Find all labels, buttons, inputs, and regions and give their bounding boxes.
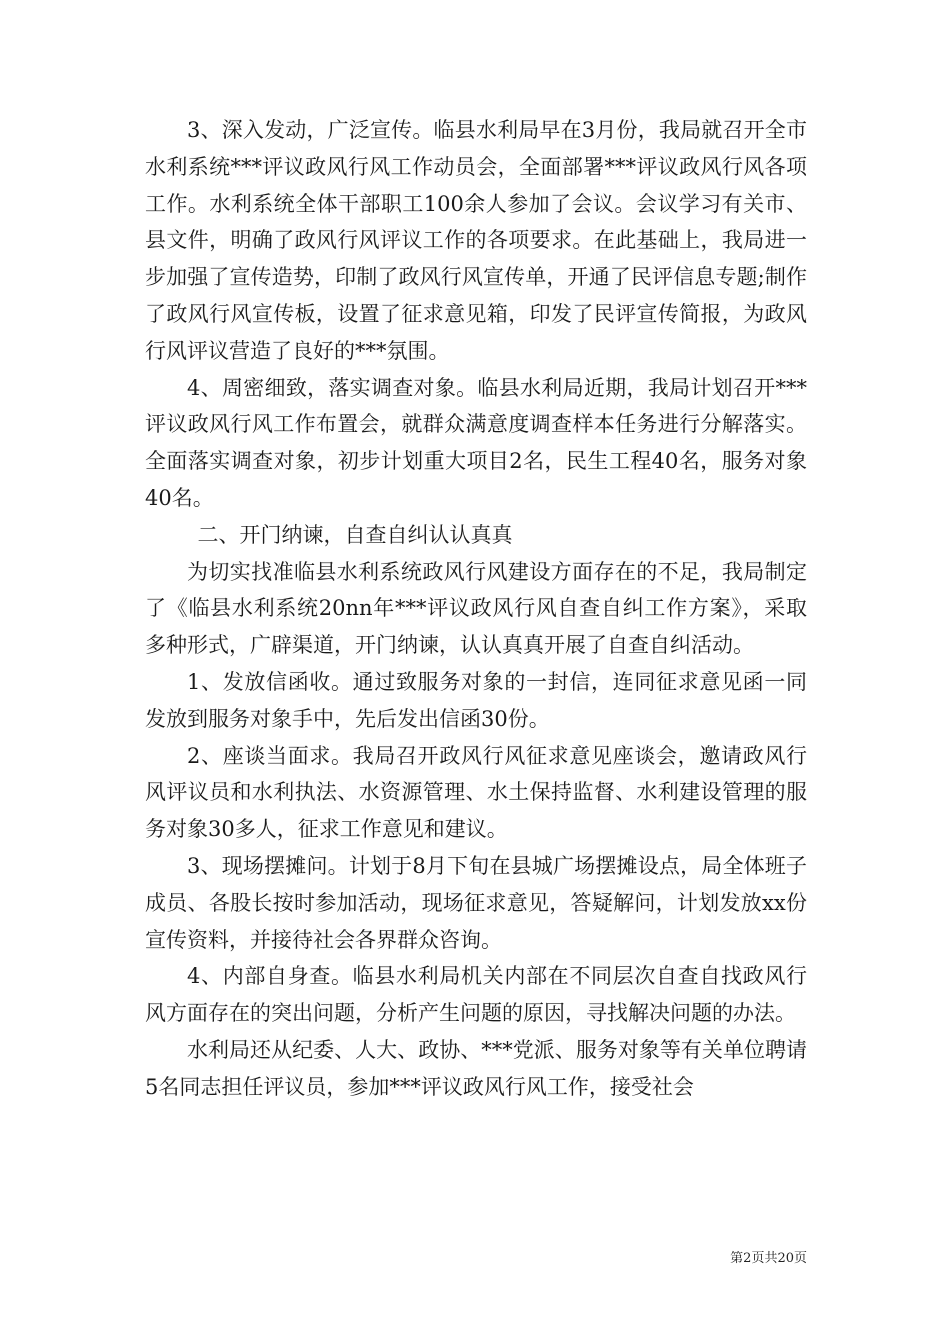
document-body xyxy=(145,112,807,1106)
paragraph-item-4-survey: 4、周密细致，落实调查对象。临县水利局近期，我局计划召开***评议政风行风工作布置会，就群众满意度调查样本任务进行分解落实。全面落实调查对象，初步计划重大项目2名，民生工程40名，服务对象40名。 xyxy=(145,375,807,510)
paragraph-section-intro: 为切实找准临县水利系统政风行风建设方面存在的不足，我局制定了《临县水利系统20nn年***评议政风行风自查自纠工作方案》，采取多种形式，广辟渠道，开门纳谏，认认真真开展了自查自纠活动。 xyxy=(145,559,807,658)
paragraph-item-3-publicity: 3、深入发动，广泛宣传。临县水利局早在3月份，我局就召开全市水利系统***评议政风行风工作动员会，全面部署***评议政风行风各项工作。水利系统全体干部职工100余人参加了会议。会议学习有关市、县文件，明确了政风行风评议工作的各项要求。在此基础上，我局进一步加强了宣传造势，印制了政风行风宣传单，开通了民评信息专题;制作了政风行风宣传板，设置了征求意见箱，印发了民评宣传简报，为政风行风评议营造了良好的***氛围。 xyxy=(145,118,807,363)
paragraph-item-4-internal: 4、内部自身查。临县水利局机关内部在不同层次自查自找政风行风方面存在的突出问题，分析产生问题的原因，寻找解决问题的办法。 xyxy=(145,964,807,1026)
paragraph-item-3-onsite: 3、现场摆摊问。计划于8月下旬在县城广场摆摊设点，局全体班子成员、各股长按时参加活动，现场征求意见，答疑解问，计划发放xx份宣传资料，并接待社会各界群众咨询。 xyxy=(145,853,807,952)
paragraph-item-2-forum: 2、座谈当面求。我局召开政风行风征求意见座谈会，邀请政风行风评议员和水利执法、水资源管理、水土保持监督、水利建设管理的服务对象30多人，征求工作意见和建议。 xyxy=(145,743,807,842)
paragraph-item-1-letters: 1、发放信函收。通过致服务对象的一封信，连同征求意见函一同发放到服务对象手中，先后发出信函30份。 xyxy=(145,669,807,731)
page-number-footer: 第2页共20页 xyxy=(730,1251,807,1266)
section-heading-two: 二、开门纳谏，自查自纠认认真真 xyxy=(197,522,513,547)
paragraph-reviewers: 水利局还从纪委、人大、政协、***党派、服务对象等有关单位聘请5名同志担任评议员，参加***评议政风行风工作，接受社会 xyxy=(145,1037,807,1099)
